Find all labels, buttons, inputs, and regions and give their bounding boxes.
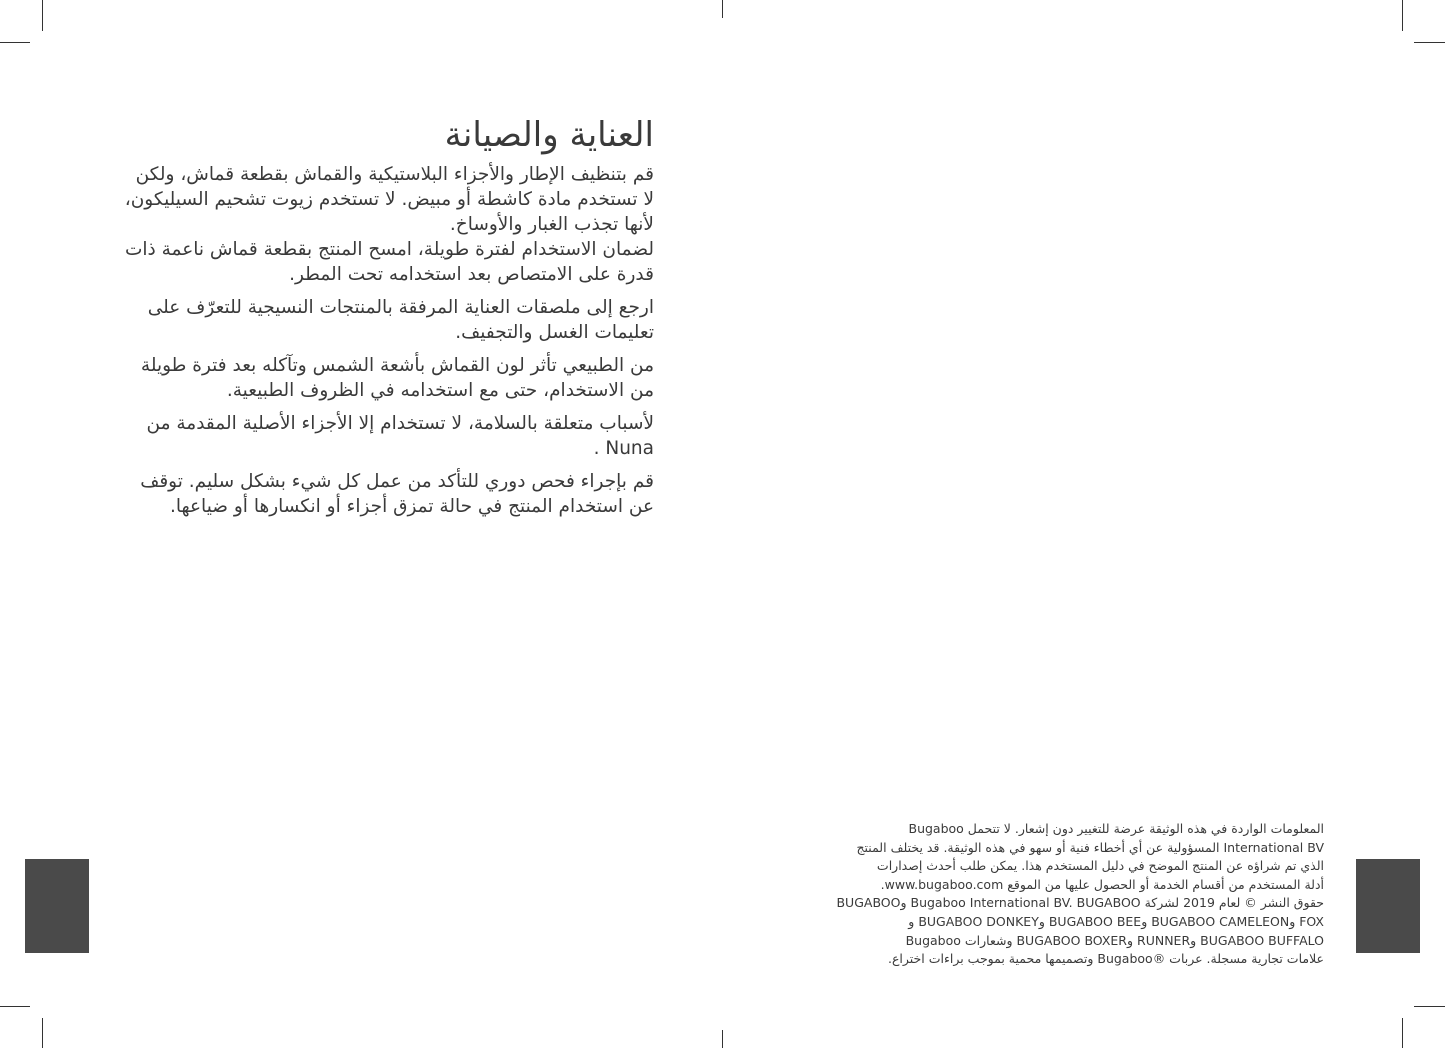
section-title: العناية والصيانة (444, 115, 654, 155)
crop-mark (42, 1018, 43, 1048)
paragraph-labels: ارجع إلى ملصقات العناية المرفقة بالمنتجات النسيجية للتعرّف على تعليمات الغسل والتجفيف. (147, 297, 654, 343)
paragraph-rain: لضمان الاستخدام لفترة طويلة، امسح المنتج بقطعة قماش ناعمة ذات قدرة على الامتصاص بعد استخدامه تحت المطر. (124, 239, 654, 285)
crop-mark (722, 1030, 723, 1048)
crop-mark (1402, 0, 1403, 31)
legal-line: حقوق النشر © لعام 2019 لشركة Bugaboo International BV. BUGABOO وBUGABOO (836, 895, 1324, 911)
legal-line: أدلة المستخدم من أقسام الخدمة أو الحصول عليها من الموقع www.bugaboo.com. (880, 876, 1324, 892)
paragraph-fading: من الطبيعي تأثر لون القماش بأشعة الشمس وتآكله بعد فترة طويلة من الاستخدام، حتى مع استخدامه في الظروف الطبيعية. (140, 355, 654, 401)
legal-line: International BV المسؤولية عن أي أخطاء فنية أو سهو في هذه الوثيقة. قد يختلف المنتج (856, 839, 1324, 855)
right-thumb-tab (1356, 859, 1420, 953)
crop-mark (0, 42, 30, 43)
crop-mark (1414, 42, 1445, 43)
legal-line: FOX وBUGABOO CAMELEON وBUGABOO BEE وBUGABOO DONKEY و (908, 913, 1324, 929)
paragraph-inspection: قم بإجراء فحص دوري للتأكد من عمل كل شيء بشكل سليم. توقف عن استخدام المنتج في حالة تمزق أجزاء أو انكسارها أو ضياعها. (140, 471, 654, 517)
crop-mark (722, 0, 723, 18)
legal-line: المعلومات الواردة في هذه الوثيقة عرضة للتغيير دون إشعار. لا تتحمل Bugaboo (908, 821, 1324, 836)
crop-mark (1402, 1018, 1403, 1048)
legal-line: الذي تم شراؤه عن المنتج الموضح في دليل المستخدم هذا. يمكن طلب أحدث إصدارات (876, 858, 1324, 874)
paragraph-cleaning: قم بتنظيف الإطار والأجزاء البلاستيكية والقماش بقطعة قماش، ولكن لا تستخدم مادة كاشطة أو مبيض. لا تستخدم زيوت تشحيم السيليكون، لأنها تجذب الغبار والأوساخ. (124, 164, 654, 235)
crop-mark (0, 1006, 30, 1007)
left-thumb-tab (25, 859, 89, 953)
legal-notice (800, 820, 1324, 969)
legal-line: BUGABOO BUFFALO وRUNNER وBUGABOO BOXER وشعارات Bugaboo (905, 932, 1324, 948)
care-section (120, 112, 654, 527)
crop-mark (42, 0, 43, 31)
legal-line: علامات تجارية مسجلة. عربات ®Bugaboo وتصميمها محمية بموجب براءات اختراع. (887, 951, 1324, 967)
crop-mark (1414, 1006, 1445, 1007)
paragraph-safety: لأسباب متعلقة بالسلامة، لا تستخدام إلا الأجزاء الأصلية المقدمة من Nuna . (146, 413, 654, 459)
